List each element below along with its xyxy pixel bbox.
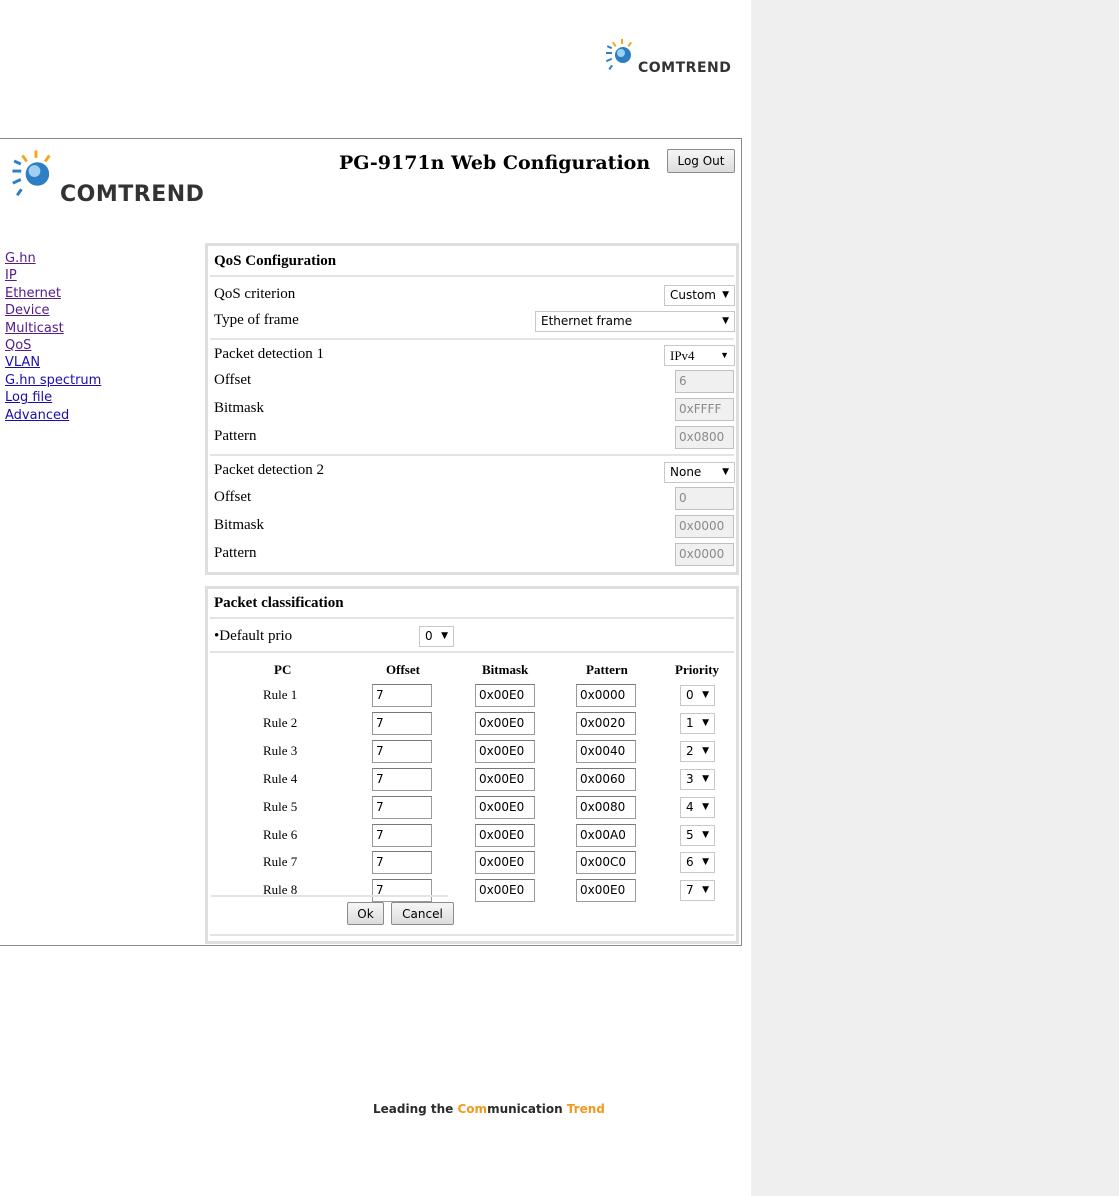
rule-priority-value: 0 xyxy=(686,688,694,702)
rule-priority-select[interactable] xyxy=(680,741,715,762)
comtrend-wordmark: COMTREND xyxy=(638,60,732,76)
nav-link-device[interactable]: Device xyxy=(5,303,50,319)
nav-link-ghn-spectrum[interactable]: G.hn spectrum xyxy=(5,372,102,388)
rule-bitmask-input[interactable]: 0x00E0 xyxy=(475,879,535,902)
tagline-highlight-1: Com xyxy=(457,1102,488,1116)
comtrend-star-icon xyxy=(603,38,637,72)
rule-priority-select[interactable] xyxy=(680,797,715,818)
rule-label: Rule 6 xyxy=(263,827,298,842)
comtrend-star-icon xyxy=(8,149,58,199)
rule-priority-value: 3 xyxy=(686,772,694,786)
rule-offset-input[interactable]: 7 xyxy=(372,684,432,707)
nav-link-vlan[interactable]: VLAN xyxy=(5,355,41,371)
qos-criterion-label: QoS criterion xyxy=(214,286,296,302)
detection-1-offset-label: Offset xyxy=(214,372,252,388)
rule-pattern-input[interactable]: 0x0080 xyxy=(576,796,636,819)
page-title: PG-9171n Web Configuration xyxy=(339,152,651,174)
classification-section-title: Packet classification xyxy=(214,595,344,611)
rule-priority-select[interactable] xyxy=(680,769,715,790)
rule-priority-select[interactable] xyxy=(680,685,715,706)
packet-classification-panel xyxy=(205,586,739,944)
rule-pattern-input[interactable]: 0x0020 xyxy=(576,712,636,735)
qos-criterion-value: Custom xyxy=(670,288,716,302)
rule-label: Rule 2 xyxy=(263,715,298,730)
rule-label: Rule 4 xyxy=(263,771,298,786)
rule-bitmask-input[interactable]: 0x00E0 xyxy=(475,824,535,847)
rule-priority-value: 4 xyxy=(686,800,694,814)
chevron-down-icon: ▼ xyxy=(702,802,709,812)
divider xyxy=(210,338,734,340)
comtrend-header-logo xyxy=(8,149,208,211)
nav-link-multicast[interactable]: Multicast xyxy=(5,320,64,336)
rule-priority-select[interactable] xyxy=(680,852,715,873)
rule-bitmask-input[interactable]: 0x00E0 xyxy=(475,740,535,763)
comtrend-wordmark: COMTREND xyxy=(60,182,205,207)
chevron-down-icon: ▼ xyxy=(441,631,448,641)
detection-2-offset-label: Offset xyxy=(214,489,252,505)
qos-configuration-panel xyxy=(205,243,739,575)
rule-label: Rule 7 xyxy=(263,854,298,869)
rule-priority-select[interactable] xyxy=(680,880,715,901)
chevron-down-icon: ▼ xyxy=(722,467,729,477)
rule-pattern-input[interactable]: 0x0040 xyxy=(576,740,636,763)
detection-2-offset-field: 0 xyxy=(675,487,734,510)
rule-bitmask-input[interactable]: 0x00E0 xyxy=(475,768,535,791)
rule-priority-value: 2 xyxy=(686,744,694,758)
chevron-down-icon: ▼ xyxy=(702,830,709,840)
rule-offset-input[interactable]: 7 xyxy=(372,712,432,735)
chevron-down-icon: ▼ xyxy=(722,290,729,300)
rule-label: Rule 1 xyxy=(263,687,298,702)
detection-1-offset-field: 6 xyxy=(675,370,734,393)
rule-priority-value: 6 xyxy=(686,855,694,869)
packet-detection-1-label: Packet detection 1 xyxy=(214,346,324,362)
detection-1-bitmask-field: 0xFFFF xyxy=(675,398,734,421)
nav-link-advanced[interactable]: Advanced xyxy=(5,407,70,423)
detection-2-bitmask-field: 0x0000 xyxy=(675,515,734,538)
rule-offset-input[interactable]: 7 xyxy=(372,796,432,819)
rule-priority-value: 1 xyxy=(686,716,694,730)
qos-criterion-select[interactable] xyxy=(664,285,735,306)
rule-bitmask-input[interactable]: 0x00E0 xyxy=(475,712,535,735)
default-prio-select[interactable] xyxy=(419,626,454,647)
rule-label: Rule 3 xyxy=(263,743,298,758)
rule-pattern-input[interactable]: 0x00A0 xyxy=(576,824,636,847)
document-margin xyxy=(751,0,1119,1196)
divider xyxy=(210,934,734,936)
detection-2-pattern-label: Pattern xyxy=(214,545,257,561)
packet-detection-2-value: None xyxy=(670,465,702,479)
rule-priority-select[interactable] xyxy=(680,825,715,846)
nav-link-log-file[interactable]: Log file xyxy=(5,390,53,406)
rule-offset-input[interactable]: 7 xyxy=(372,768,432,791)
divider xyxy=(210,454,734,456)
nav-link-ethernet[interactable]: Ethernet xyxy=(5,285,61,301)
nav-link-ghn[interactable]: G.hn xyxy=(5,251,36,266)
logout-button[interactable]: Log Out xyxy=(667,149,735,173)
default-prio-value: 0 xyxy=(425,629,433,643)
sidebar-nav xyxy=(5,250,101,424)
divider xyxy=(211,895,448,897)
nav-link-qos[interactable]: QoS xyxy=(5,338,32,354)
cancel-button[interactable]: Cancel xyxy=(391,902,454,925)
rule-pattern-input[interactable]: 0x0000 xyxy=(576,684,636,707)
frame-type-value: Ethernet frame xyxy=(541,314,633,328)
rule-bitmask-input[interactable]: 0x00E0 xyxy=(475,851,535,874)
column-header-priority: Priority xyxy=(675,662,720,677)
rule-priority-value: 5 xyxy=(686,828,694,842)
divider xyxy=(210,617,734,619)
rule-pattern-input[interactable]: 0x00C0 xyxy=(576,851,636,874)
frame-type-select[interactable] xyxy=(535,311,735,332)
chevron-down-icon: ▼ xyxy=(702,746,709,756)
detection-2-bitmask-label: Bitmask xyxy=(214,517,265,533)
comtrend-page-logo xyxy=(603,38,753,78)
column-header-pattern: Pattern xyxy=(586,662,628,677)
detection-1-pattern-field: 0x0800 xyxy=(675,426,734,449)
column-header-pc: PC xyxy=(274,662,292,677)
chevron-down-icon: ▼ xyxy=(702,690,709,700)
rule-priority-select[interactable] xyxy=(680,713,715,734)
rule-offset-input[interactable]: 7 xyxy=(372,740,432,763)
rule-offset-input[interactable]: 7 xyxy=(372,879,432,902)
rule-pattern-input[interactable]: 0x0060 xyxy=(576,768,636,791)
rule-bitmask-input[interactable]: 0x00E0 xyxy=(475,796,535,819)
rule-offset-input[interactable]: 7 xyxy=(372,824,432,847)
detection-2-pattern-field: 0x0000 xyxy=(675,543,734,566)
rule-pattern-input[interactable]: 0x00E0 xyxy=(576,879,636,902)
default-prio-label: •Default prio xyxy=(214,628,293,644)
rule-label: Rule 5 xyxy=(263,799,298,814)
packet-detection-1-select[interactable] xyxy=(664,345,735,366)
frame-type-label: Type of frame xyxy=(214,312,299,328)
column-header-offset: Offset xyxy=(386,662,420,677)
packet-detection-2-select[interactable] xyxy=(664,462,735,483)
web-config-window xyxy=(0,138,742,946)
packet-detection-1-value: IPv4 xyxy=(670,348,695,363)
chevron-down-icon: ▼ xyxy=(702,857,709,867)
chevron-down-icon: ▼ xyxy=(702,885,709,895)
column-header-bitmask: Bitmask xyxy=(482,662,529,677)
divider xyxy=(210,275,734,277)
chevron-down-icon: ▼ xyxy=(702,774,709,784)
tagline-part-1: Leading the xyxy=(373,1102,458,1116)
qos-section-title: QoS Configuration xyxy=(214,253,337,269)
detection-1-pattern-label: Pattern xyxy=(214,428,257,444)
rule-priority-value: 7 xyxy=(686,883,694,897)
rule-bitmask-input[interactable]: 0x00E0 xyxy=(475,684,535,707)
chevron-down-icon: ▼ xyxy=(722,316,729,326)
chevron-down-icon: ▼ xyxy=(702,718,709,728)
nav-link-ip[interactable]: IP xyxy=(5,268,17,284)
chevron-down-icon: ▼ xyxy=(720,350,729,360)
tagline-highlight-2: Trend xyxy=(566,1102,605,1116)
rule-offset-input[interactable]: 7 xyxy=(372,851,432,874)
packet-detection-2-label: Packet detection 2 xyxy=(214,462,324,478)
detection-1-bitmask-label: Bitmask xyxy=(214,400,265,416)
ok-button[interactable]: Ok xyxy=(347,902,384,925)
rule-label: Rule 8 xyxy=(263,882,298,897)
tagline-part-2: munication xyxy=(487,1102,567,1116)
divider xyxy=(210,651,734,653)
tagline xyxy=(373,1102,605,1116)
